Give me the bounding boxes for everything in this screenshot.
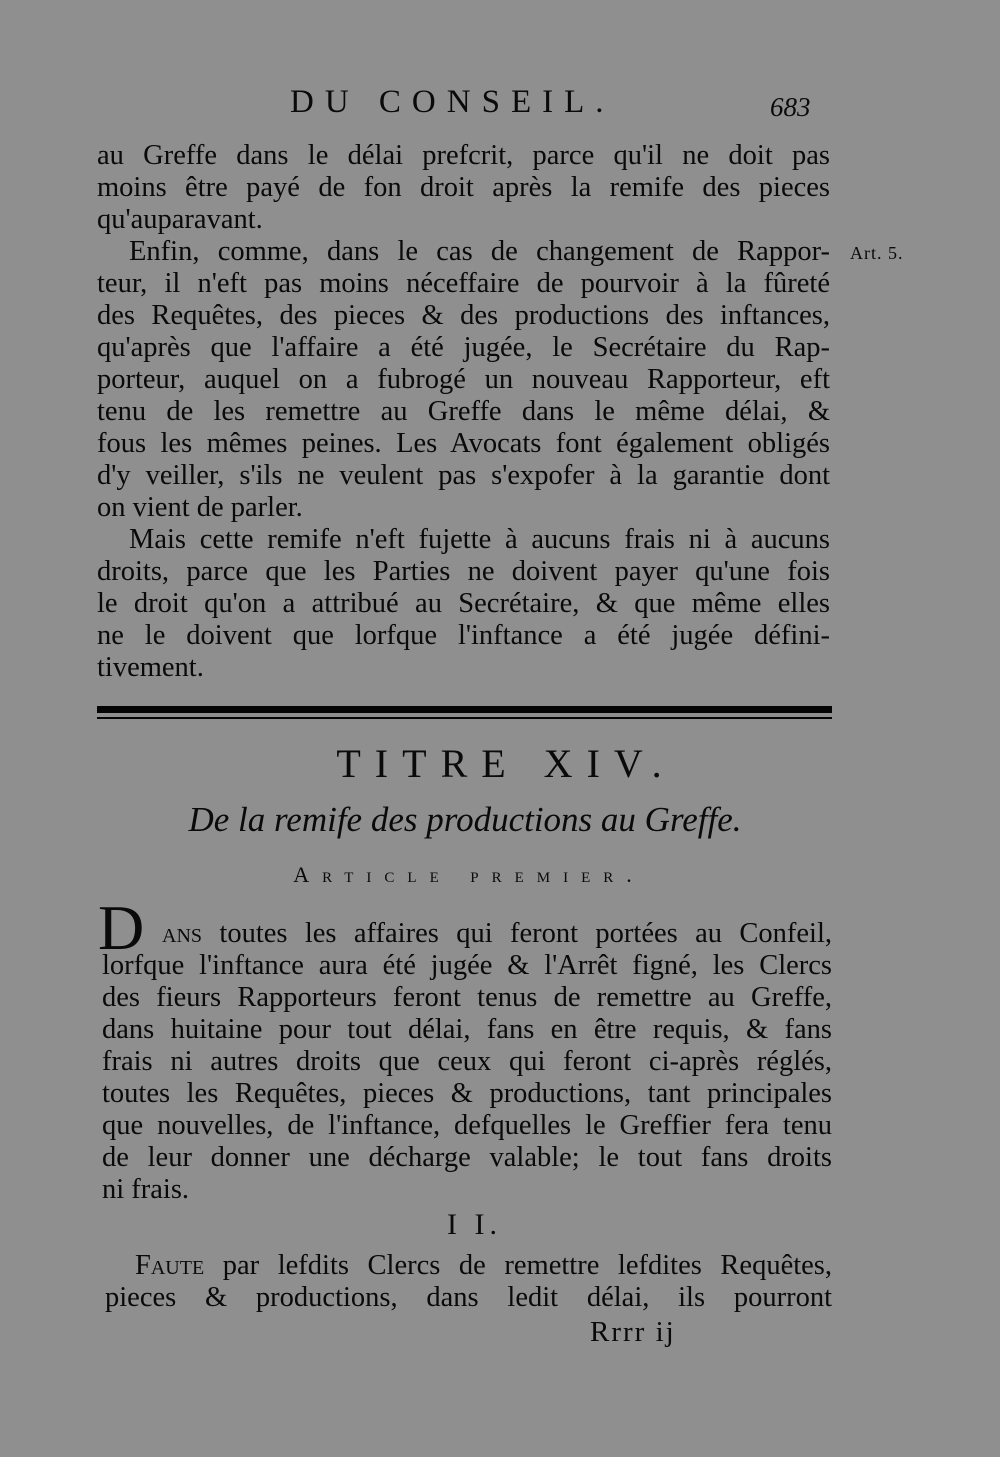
article-line: toutes les Requêtes, pieces & productions, tant principales <box>102 1078 832 1109</box>
text-line: ne le doivent que lorfque l'inftance a été jugée défini- <box>97 620 830 651</box>
text-line: teur, il n'eft pas moins néceffaire de pourvoir à la fûreté <box>97 268 830 299</box>
text-line: droits, parce que les Parties ne doivent payer qu'une fois <box>97 556 830 587</box>
article-heading: Article premier. <box>293 862 645 887</box>
text-line: porteur, auquel on a fubrogé un nouveau Rapporteur, eft <box>97 364 830 395</box>
section-rule <box>97 706 832 713</box>
article-line <box>162 918 832 950</box>
article-line: dans huitaine pour tout délai, fans en être requis, & fans <box>102 1014 832 1045</box>
text-line: d'y veiller, s'ils ne veulent pas s'expofer à la garantie dont <box>97 460 830 491</box>
text-line: le droit qu'on a attribué au Secrétaire, & que même elles <box>97 588 830 619</box>
article-line <box>135 1250 832 1282</box>
small-caps-lead: ans <box>162 918 203 949</box>
article-line: ni frais. <box>102 1174 190 1205</box>
margin-note: Art. 5. <box>850 243 904 263</box>
small-caps-lead: Faute <box>135 1250 205 1281</box>
text-line: Mais cette remife n'eft fujette à aucuns frais ni à aucuns <box>129 524 830 555</box>
article-line: frais ni autres droits que ceux qui feront ci-après réglés, <box>102 1046 832 1077</box>
section-title: TITRE XIV. <box>336 741 676 786</box>
article-line-text: toutes les affaires qui feront portées au Confeil, <box>202 918 832 949</box>
article-line: que nouvelles, de l'inftance, defquelles le Greffier fera tenu <box>102 1110 832 1141</box>
running-head: DU CONSEIL. <box>290 84 615 120</box>
text-line: Enfin, comme, dans le cas de changement de Rappor- <box>129 236 830 267</box>
text-line: tenu de les remettre au Greffe dans le même délai, & <box>97 396 830 427</box>
text-line: qu'après que l'affaire a été jugée, le Secrétaire du Rap- <box>97 332 830 363</box>
article-number: I I. <box>447 1208 502 1241</box>
text-line: tivement. <box>97 652 204 683</box>
text-line: qu'auparavant. <box>97 204 263 235</box>
text-line: au Greffe dans le délai prefcrit, parce qu'il ne doit pas <box>97 140 830 171</box>
page-number: 683 <box>770 92 811 122</box>
article-line: des fieurs Rapporteurs feront tenus de remettre au Greffe, <box>102 982 832 1013</box>
text-line: moins être payé de fon droit après la remife des pieces <box>97 172 830 203</box>
text-line: des Requêtes, des pieces & des productions des inftances, <box>97 300 830 331</box>
article-line: de leur donner une décharge valable; le tout fans droits <box>102 1142 832 1173</box>
article-line: lorfque l'inftance aura été jugée & l'Arrêt figné, les Clercs <box>102 950 832 981</box>
section-rule-thin <box>97 717 832 719</box>
section-subtitle: De la remife des productions au Greffe. <box>188 800 742 839</box>
article-line-text: par lefdits Clercs de remettre lefdites Requêtes, <box>204 1250 832 1281</box>
drop-cap: D <box>98 892 145 963</box>
article-line: pieces & productions, dans ledit délai, ils pourront <box>105 1282 832 1313</box>
text-line: fous les mêmes peines. Les Avocats font également obligés <box>97 428 830 459</box>
text-line: on vient de parler. <box>97 492 303 523</box>
signature-mark: Rrrr ij <box>590 1316 676 1348</box>
